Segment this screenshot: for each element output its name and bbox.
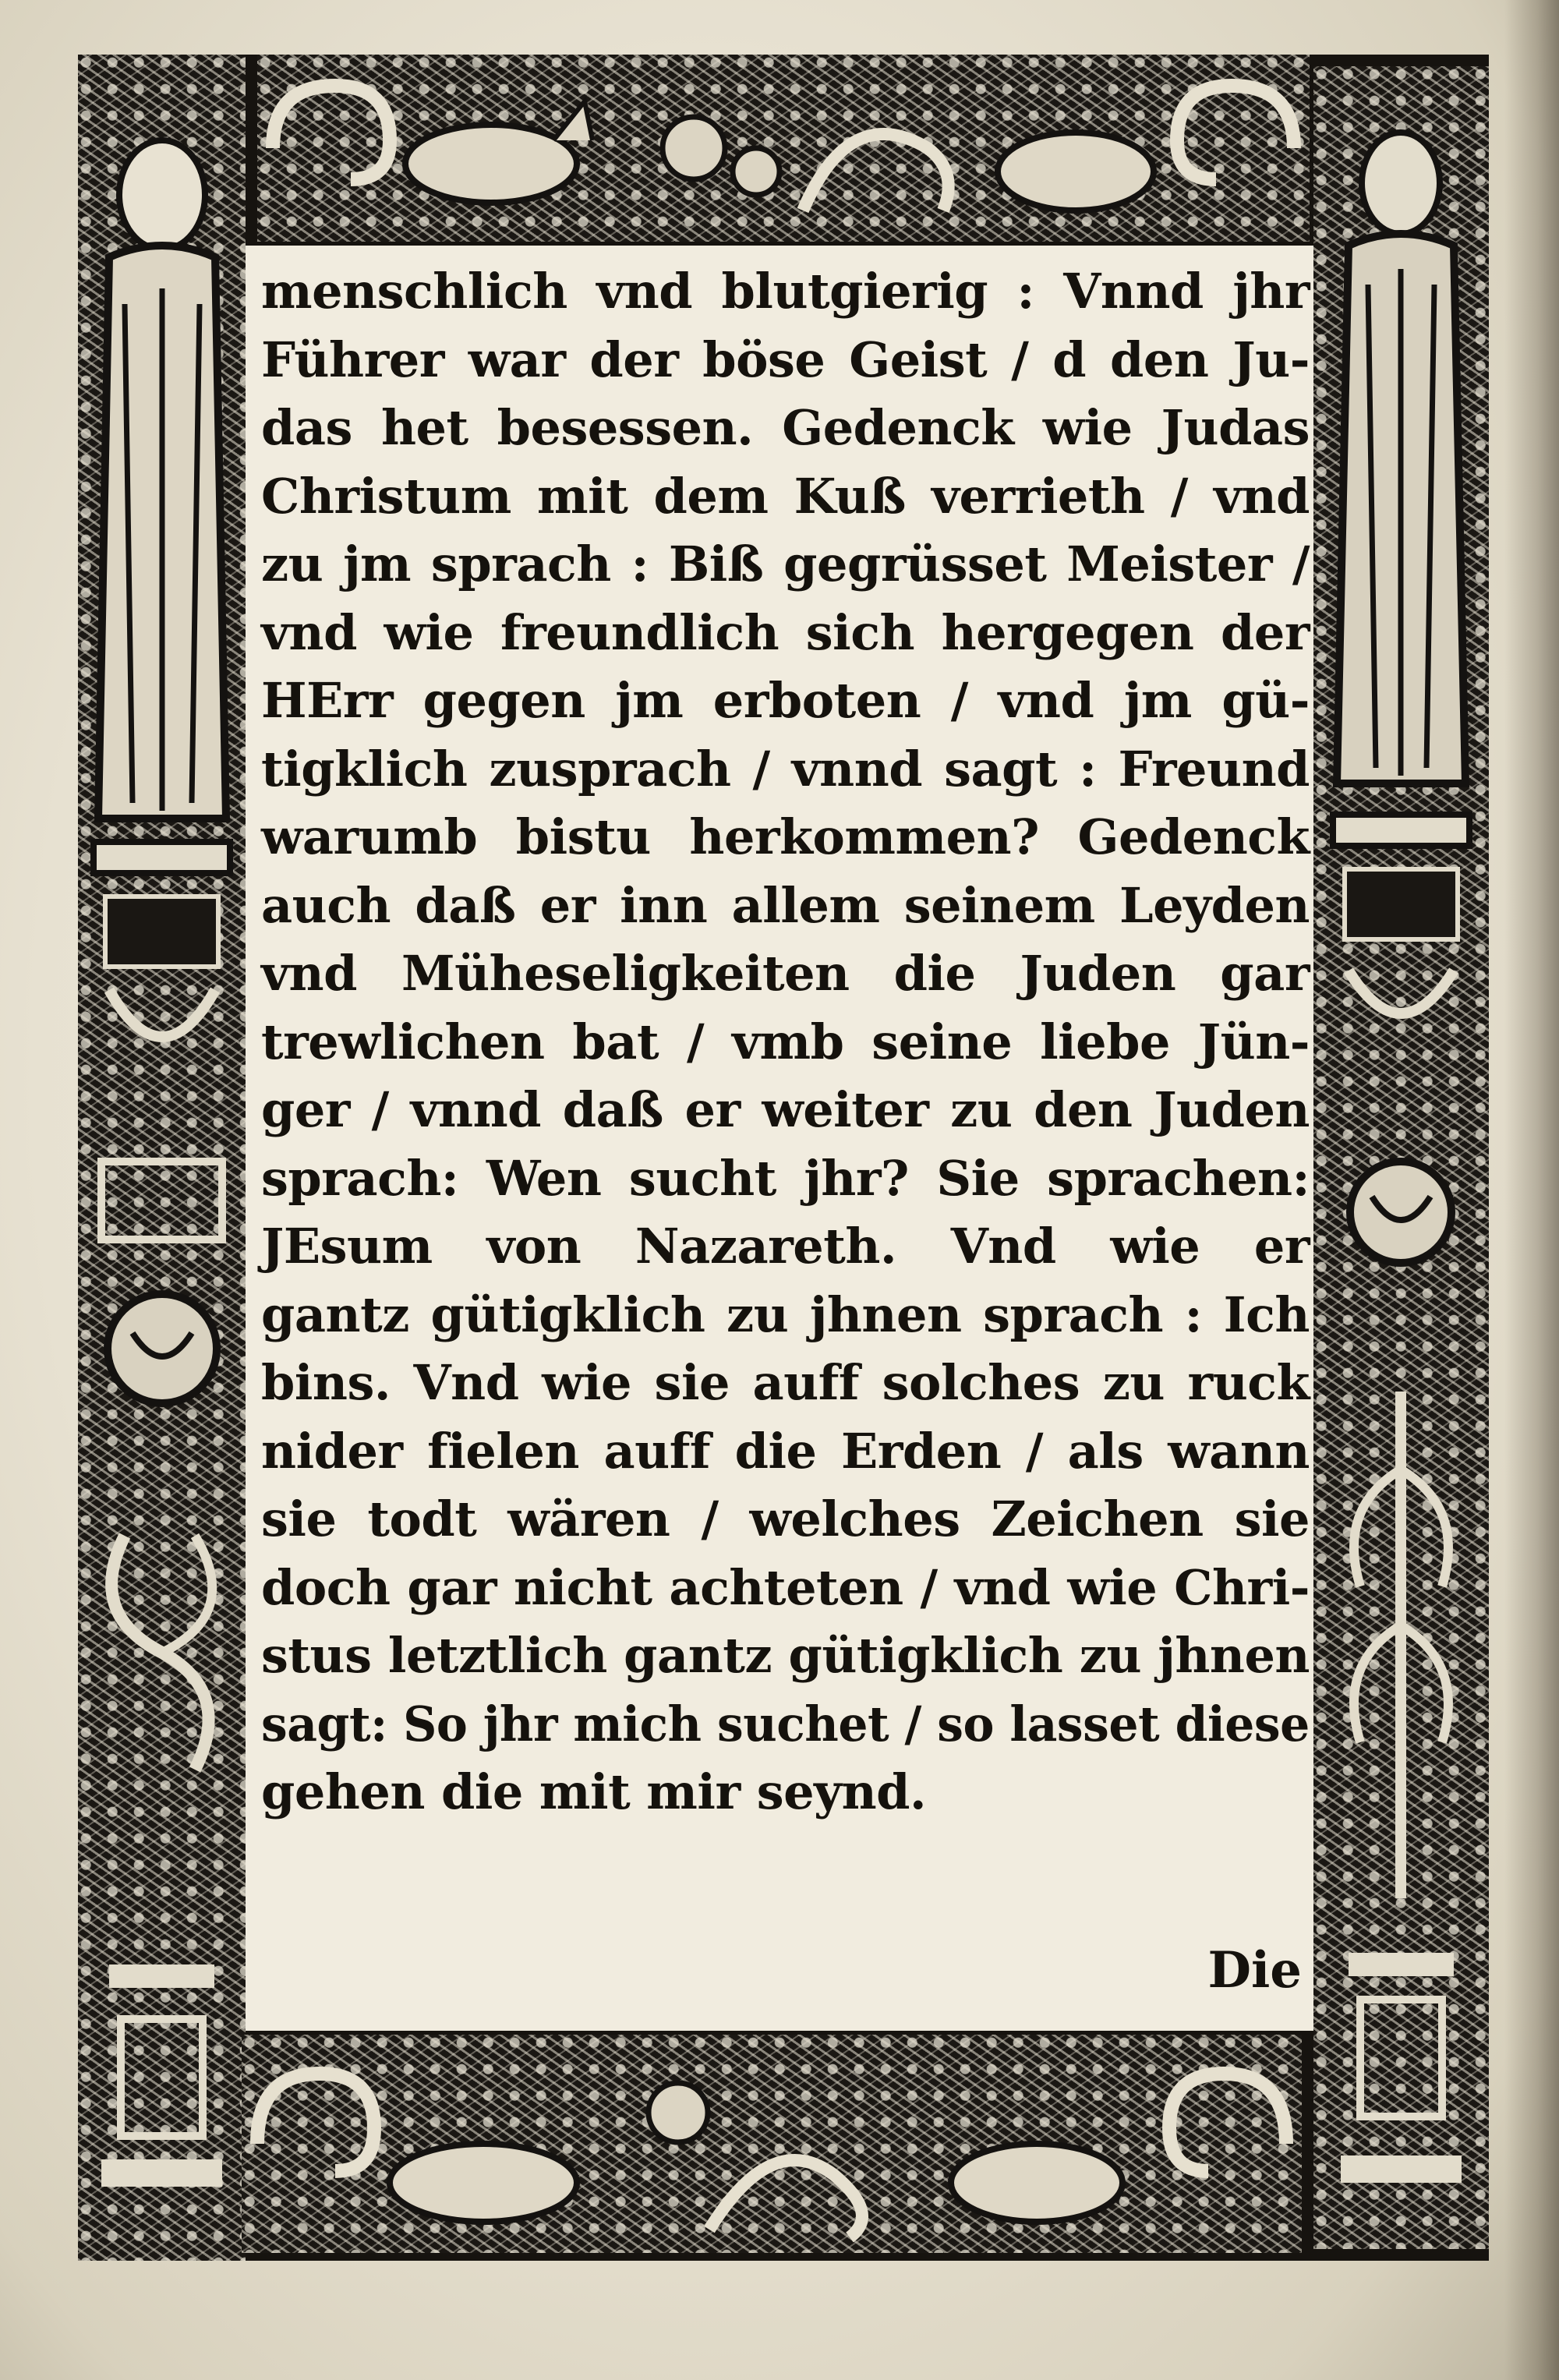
right-ornamental-border	[1313, 66, 1489, 2249]
text-line: Führer war der böse Geist / d den Ju-	[261, 331, 1310, 388]
top-border-animals-illustration	[257, 55, 1310, 242]
text-line: doch gar nicht achteten / vnd wie Chri-	[261, 1558, 1310, 1616]
text-line: HErr gegen jm erboten / vnd jm gü-	[261, 672, 1310, 729]
bottom-border-animals-illustration	[242, 2035, 1302, 2253]
text-line: Christum mit dem Kuß verrieth / vnd	[261, 467, 1310, 525]
catchword: Die	[1207, 1941, 1302, 2000]
text-line: JEsum von Nazareth. Vnd wie er	[261, 1218, 1310, 1275]
text-line: zu jm sprach : Biß gegrüsset Meister /	[261, 536, 1310, 592]
text-line: sagt: So jhr mich suchet / so lasset diese	[261, 1695, 1310, 1752]
body-text	[261, 257, 1310, 1827]
text-line: nider fielen auff die Erden / als wann	[261, 1422, 1310, 1480]
left-ornamental-border	[78, 55, 246, 2261]
right-border-figure-illustration	[1313, 66, 1489, 2249]
text-line: gehen die mit mir seynd.	[261, 1763, 927, 1820]
text-line: vnd Müheseligkeiten die Juden gar	[261, 945, 1310, 1002]
text-line: bins. Vnd wie sie auff solches zu ruck	[261, 1354, 1310, 1411]
text-line: stus letztlich gantz gütigklich zu jhnen	[261, 1627, 1310, 1684]
top-ornamental-border	[257, 55, 1310, 242]
text-line: ger / vnnd daß er weiter zu den Juden	[261, 1081, 1310, 1138]
text-line: vnd wie freundlich sich hergegen der	[261, 603, 1310, 661]
text-line: warumb bistu herkommen? Gedenck	[261, 808, 1310, 865]
text-line: sprach: Wen sucht jhr? Sie sprachen:	[261, 1149, 1310, 1207]
text-line: tigklich zusprach / vnnd sagt : Freund	[261, 740, 1310, 797]
text-line: trewlichen bat / vmb seine liebe Jün-	[261, 1013, 1310, 1070]
page-gutter-shadow	[1504, 0, 1559, 2380]
text-line: auch daß er inn allem seinem Leyden	[261, 876, 1310, 934]
text-line: menschlich vnd blutgierig : Vnnd jhr	[261, 263, 1310, 320]
text-line: gantz gütigklich zu jhnen sprach : Ich	[261, 1285, 1310, 1343]
bottom-ornamental-border	[242, 2035, 1302, 2253]
text-line: das het besessen. Gedenck wie Judas	[261, 399, 1310, 456]
left-border-figure-illustration	[78, 55, 246, 2261]
text-line: sie todt wären / welches Zeichen sie	[261, 1491, 1310, 1547]
